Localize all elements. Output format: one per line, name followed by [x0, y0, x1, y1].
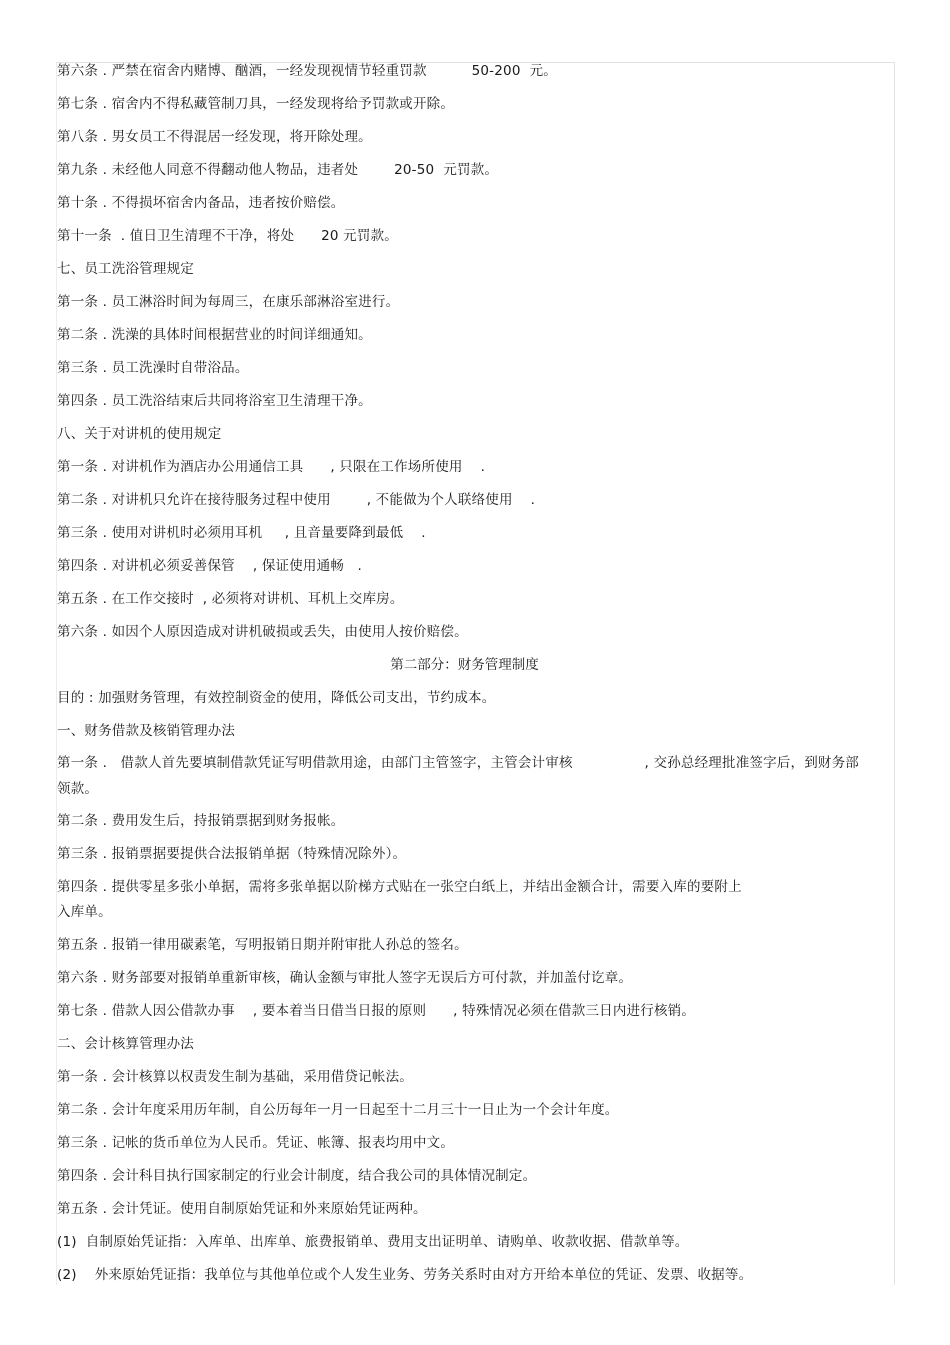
paragraph-line: 第一条 . 员工淋浴时间为每周三，在康乐部淋浴室进行。 [57, 294, 400, 310]
paragraph-line: 第三条 . 记帐的货币单位为人民币。凭证、帐簿、报表均用中文。 [57, 1135, 455, 1151]
paragraph-line: 第六条 . 财务部要对报销单重新审核，确认金额与审批人签字无误后方可付款，并加盖付讫章。 [57, 970, 633, 986]
paragraph-line: 第一条 . 会计核算以权责发生制为基础，采用借贷记帐法。 [57, 1069, 413, 1085]
section-heading: 八、关于对讲机的使用规定 [57, 426, 222, 442]
paragraph-line: 第二条 . 费用发生后，持报销票据到财务报帐。 [57, 813, 345, 829]
paragraph-line: 目的 : 加强财务管理，有效控制资金的使用，降低公司支出，节约成本。 [57, 690, 496, 706]
section-heading: 一、财务借款及核销管理办法 [57, 723, 236, 739]
paragraph-line: 第一条 . 对讲机作为酒店办公用通信工具 , 只限在工作场所使用 . [57, 459, 486, 475]
paragraph-line: 第十一条 . 值日卫生清理不干净，将处 20 元罚款。 [57, 228, 398, 244]
paragraph-line: 第八条 . 男女员工不得混居一经发现，将开除处理。 [57, 129, 372, 145]
paragraph-line: 第二条 . 对讲机只允许在接待服务过程中使用 , 不能做为个人联络使用 . [57, 492, 536, 508]
paragraph-line: 第四条 . 会计科目执行国家制定的行业会计制度，结合我公司的具体情况制定。 [57, 1168, 537, 1184]
paragraph-line: 第四条 . 对讲机必须妥善保管 , 保证使用通畅 . [57, 558, 362, 574]
paragraph-line: 第十条 . 不得损坏宿舍内备品，违者按价赔偿。 [57, 195, 345, 211]
paragraph-line: (2) 外来原始凭证指：我单位与其他单位或个人发生业务、劳务关系时由对方开给本单位的凭证、发票、收据等。 [57, 1267, 753, 1283]
paragraph-line: 第四条 . 提供零星多张小单据，需将多张单据以阶梯方式贴在一张空白纸上，并结出金额合计，需要入库的要附上 [57, 879, 742, 895]
paragraph-line: 第九条 . 未经他人同意不得翻动他人物品，违者处 20-50 元罚款。 [57, 162, 499, 178]
section-heading: 二、会计核算管理办法 [57, 1036, 194, 1052]
paragraph-line: 第六条 . 严禁在宿舍内赌博、酗酒，一经发现视情节轻重罚款 50-200 元。 [57, 63, 557, 79]
paragraph-line: (1) 自制原始凭证指：入库单、出库单、旅费报销单、费用支出证明单、请购单、收款收据、借款单等。 [57, 1234, 689, 1250]
paragraph-line: 第六条 . 如因个人原因造成对讲机破损或丢失，由使用人按价赔偿。 [57, 624, 468, 640]
paragraph-line: 第七条 . 宿舍内不得私藏管制刀具，一经发现将给予罚款或开除。 [57, 96, 455, 112]
paragraph-line: 第四条 . 员工洗浴结束后共同将浴室卫生清理干净。 [57, 393, 372, 409]
paragraph-line: 第五条 . 报销一律用碳素笔，写明报销日期并附审批人孙总的签名。 [57, 937, 468, 953]
paragraph-line-continued: 入库单。 [57, 904, 112, 920]
paragraph-line: 第七条 . 借款人因公借款办事 , 要本着当日借当日报的原则 , 特殊情况必须在借款三日内进行核销。 [57, 1003, 696, 1019]
paragraph-line: 第五条 . 在工作交接时 , 必须将对讲机、耳机上交库房。 [57, 591, 404, 607]
paragraph-line: 第五条 . 会计凭证。使用自制原始凭证和外来原始凭证两种。 [57, 1201, 427, 1217]
section-heading: 七、员工洗浴管理规定 [57, 261, 194, 277]
paragraph-line: 第二条 . 洗澡的具体时间根据营业的时间详细通知。 [57, 327, 372, 343]
paragraph-line: 第二条 . 会计年度采用历年制，自公历每年一月一日起至十二月三十一日止为一个会计年度。 [57, 1102, 619, 1118]
paragraph-multiline: 第一条 . 借款人首先要填制借款凭证写明借款用途，由部门主管签字，主管会计审核 , 交孙总经理批准签字后，到财务部领款。 [57, 755, 859, 797]
part-title: 第二部分：财务管理制度 [390, 657, 539, 673]
paragraph-line: 第三条 . 报销票据要提供合法报销单据（特殊情况除外）。 [57, 846, 407, 862]
paragraph-line: 第三条 . 使用对讲机时必须用耳机 , 且音量要降到最低 . [57, 525, 426, 541]
paragraph-line: 第三条 . 员工洗澡时自带浴品。 [57, 360, 249, 376]
